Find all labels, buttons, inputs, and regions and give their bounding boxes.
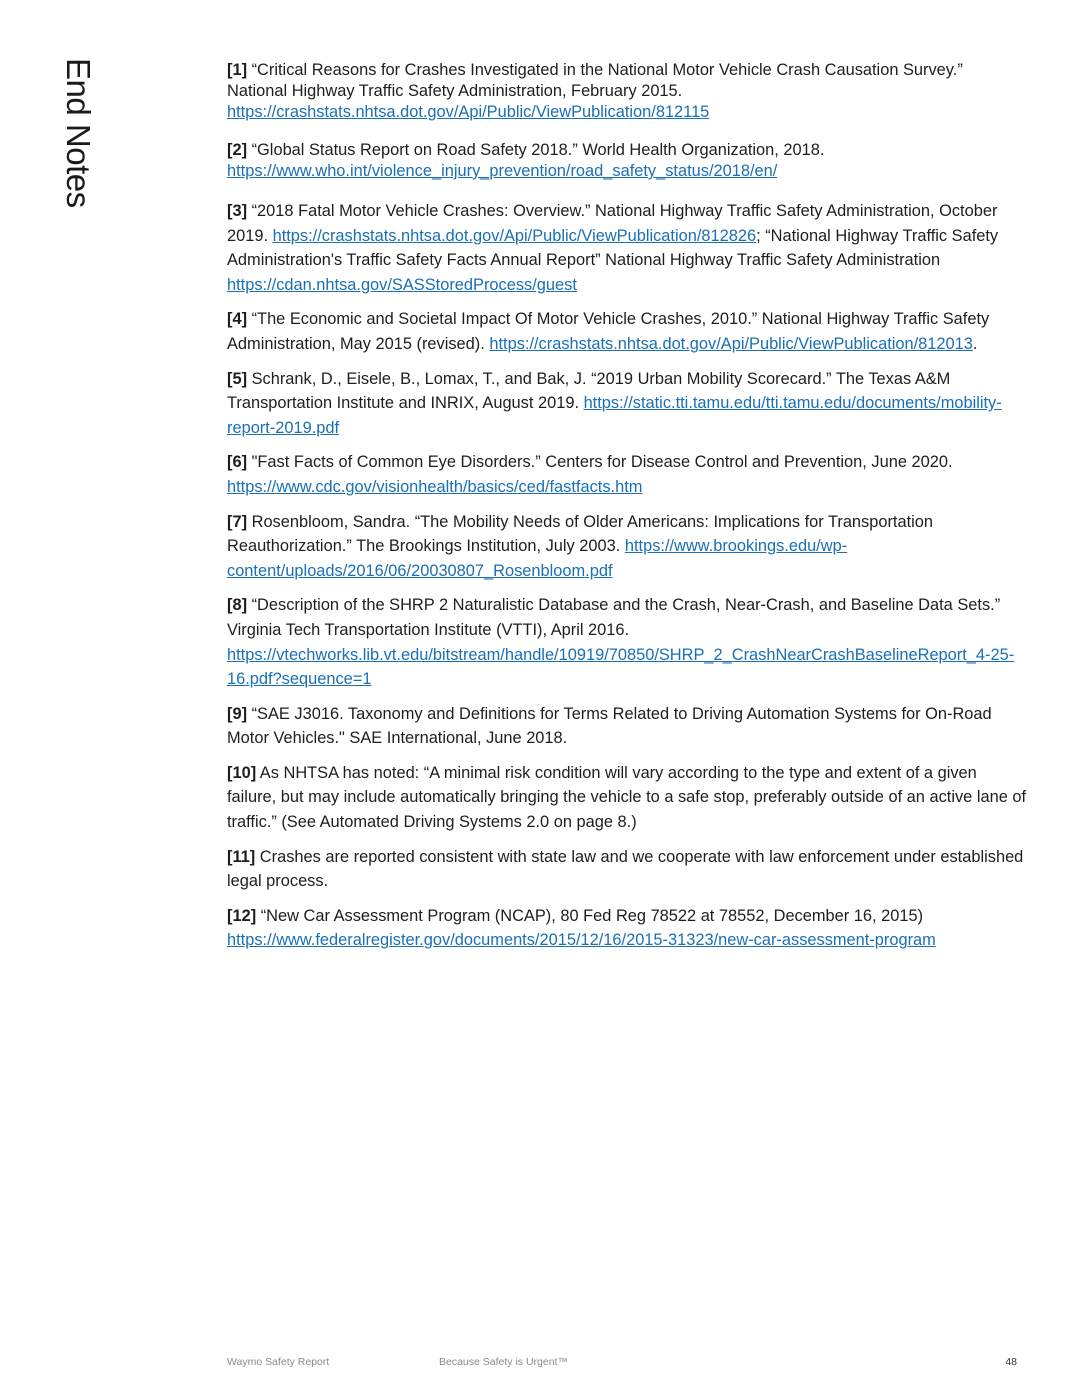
endnote-number: [3] — [227, 202, 248, 220]
endnote-text: Schrank, D., Eisele, B., Lomax, T., and Bak, J. “2019 Urban Mobility Scorecard.” The Texas A&M Transportation Institute and INRIX, August 2019. — [227, 369, 951, 413]
endnote-text: “New Car Assessment Program (NCAP), 80 Fed Reg 78522 at 78552, December 16, 2015) — [256, 906, 924, 925]
endnote-number: [10] — [227, 763, 257, 782]
endnote-number: [2] — [227, 141, 248, 159]
endnote-link[interactable]: https://static.tti.tamu.edu/tti.tamu.edu/documents/mobility-report-2019.pdf — [227, 394, 1002, 437]
endnote-number: [6] — [227, 453, 248, 472]
endnote-text-continued: ; “National Highway Traffic Safety Administration's Traffic Safety Facts Annual Report” National Highway Traffic Safety Administration — [227, 226, 999, 270]
endnote-8 — [227, 593, 1027, 691]
endnote-text: As NHTSA has noted: “A minimal risk condition will vary according to the type and extent of a given failure, but may include automatically bringing the vehicle to a safe stop, preferably outside of an active lane of traffic.” (See Automated Driving Systems 2.0 on page 8.) — [227, 763, 1027, 832]
endnote-6 — [227, 450, 1027, 499]
endnote-text-continued: . — [972, 334, 978, 353]
endnote-link[interactable]: https://www.federalregister.gov/documents/2015/12/16/2015-31323/new-car-assessment-program — [227, 931, 936, 950]
endnote-link[interactable]: https://crashstats.nhtsa.dot.gov/Api/Public/ViewPublication/812013 — [489, 334, 973, 353]
endnote-10 — [227, 761, 1027, 835]
endnotes-list — [227, 60, 1027, 963]
endnote-text: “Critical Reasons for Crashes Investigated in the National Motor Vehicle Crash Causation Survey.” National Highway Traffic Safety Administration, February 2015. — [227, 61, 963, 100]
endnote-number: [11] — [227, 847, 256, 866]
endnote-7 — [227, 510, 1027, 584]
endnote-text: “Description of the SHRP 2 Naturalistic Database and the Crash, Near-Crash, and Baseline Data Sets.” Virginia Tech Transportation Institute (VTTI), April 2016. — [227, 596, 1001, 639]
endnote-text: “Global Status Report on Road Safety 2018.” World Health Organization, 2018. — [247, 141, 825, 159]
page-number: 48 — [1005, 1356, 1017, 1368]
endnote-number: [4] — [227, 310, 248, 329]
endnote-text: Crashes are reported consistent with state law and we cooperate with law enforcement under established legal process. — [227, 847, 1024, 891]
endnote-link[interactable]: https://www.brookings.edu/wp-content/uploads/2016/06/20030807_Rosenbloom.pdf — [227, 537, 848, 580]
endnote-3 — [227, 199, 1027, 297]
endnote-number: [1] — [227, 61, 248, 79]
endnote-9 — [227, 702, 1027, 751]
endnote-link[interactable]: https://crashstats.nhtsa.dot.gov/Api/Public/ViewPublication/812115 — [227, 103, 710, 121]
endnote-number: [8] — [227, 596, 248, 615]
endnote-number: [9] — [227, 704, 248, 723]
endnote-text: “The Economic and Societal Impact Of Motor Vehicle Crashes, 2010.” National Highway Traffic Safety Administration, May 2015 (revised). — [227, 310, 990, 353]
endnote-link[interactable]: https://crashstats.nhtsa.dot.gov/Api/Public/ViewPublication/812826 — [272, 226, 757, 245]
endnote-number: [12] — [227, 906, 257, 925]
endnote-1 — [227, 60, 1027, 123]
endnote-number: [7] — [227, 512, 248, 531]
endnote-2 — [227, 140, 1027, 182]
endnote-text: “2018 Fatal Motor Vehicle Crashes: Overview.” National Highway Traffic Safety Administration, October 2019. — [227, 202, 998, 245]
footer-tagline: Because Safety is Urgent™ — [439, 1356, 568, 1368]
endnote-link[interactable]: https://www.who.int/violence_injury_prevention/road_safety_status/2018/en/ — [227, 162, 778, 180]
endnote-number: [5] — [227, 369, 248, 388]
page-title: End Notes — [60, 58, 97, 208]
endnote-4 — [227, 307, 1027, 356]
endnote-link[interactable]: https://www.cdc.gov/visionhealth/basics/ced/fastfacts.htm — [227, 477, 643, 496]
endnote-text: Rosenbloom, Sandra. “The Mobility Needs of Older Americans: Implications for Transportation Reauthorization.” The Brookings Institution, July 2003. — [227, 512, 934, 556]
endnote-12 — [227, 904, 1027, 953]
endnote-text: "Fast Facts of Common Eye Disorders.” Centers for Disease Control and Prevention, June 2020. — [247, 453, 953, 472]
endnote-link[interactable]: https://vtechworks.lib.vt.edu/bitstream/handle/10919/70850/SHRP_2_CrashNearCrashBaselineReport_4-25-16.pdf?sequence=1 — [227, 645, 1015, 689]
footer-report-name: Waymo Safety Report — [227, 1356, 330, 1368]
endnote-5 — [227, 367, 1027, 441]
endnote-link-secondary[interactable]: https://cdan.nhtsa.gov/SASStoredProcess/guest — [227, 275, 577, 294]
endnote-text: “SAE J3016. Taxonomy and Definitions for Terms Related to Driving Automation Systems for On-Road Motor Vehicles." SAE International, June 2018. — [227, 704, 992, 748]
endnote-11 — [227, 845, 1027, 894]
